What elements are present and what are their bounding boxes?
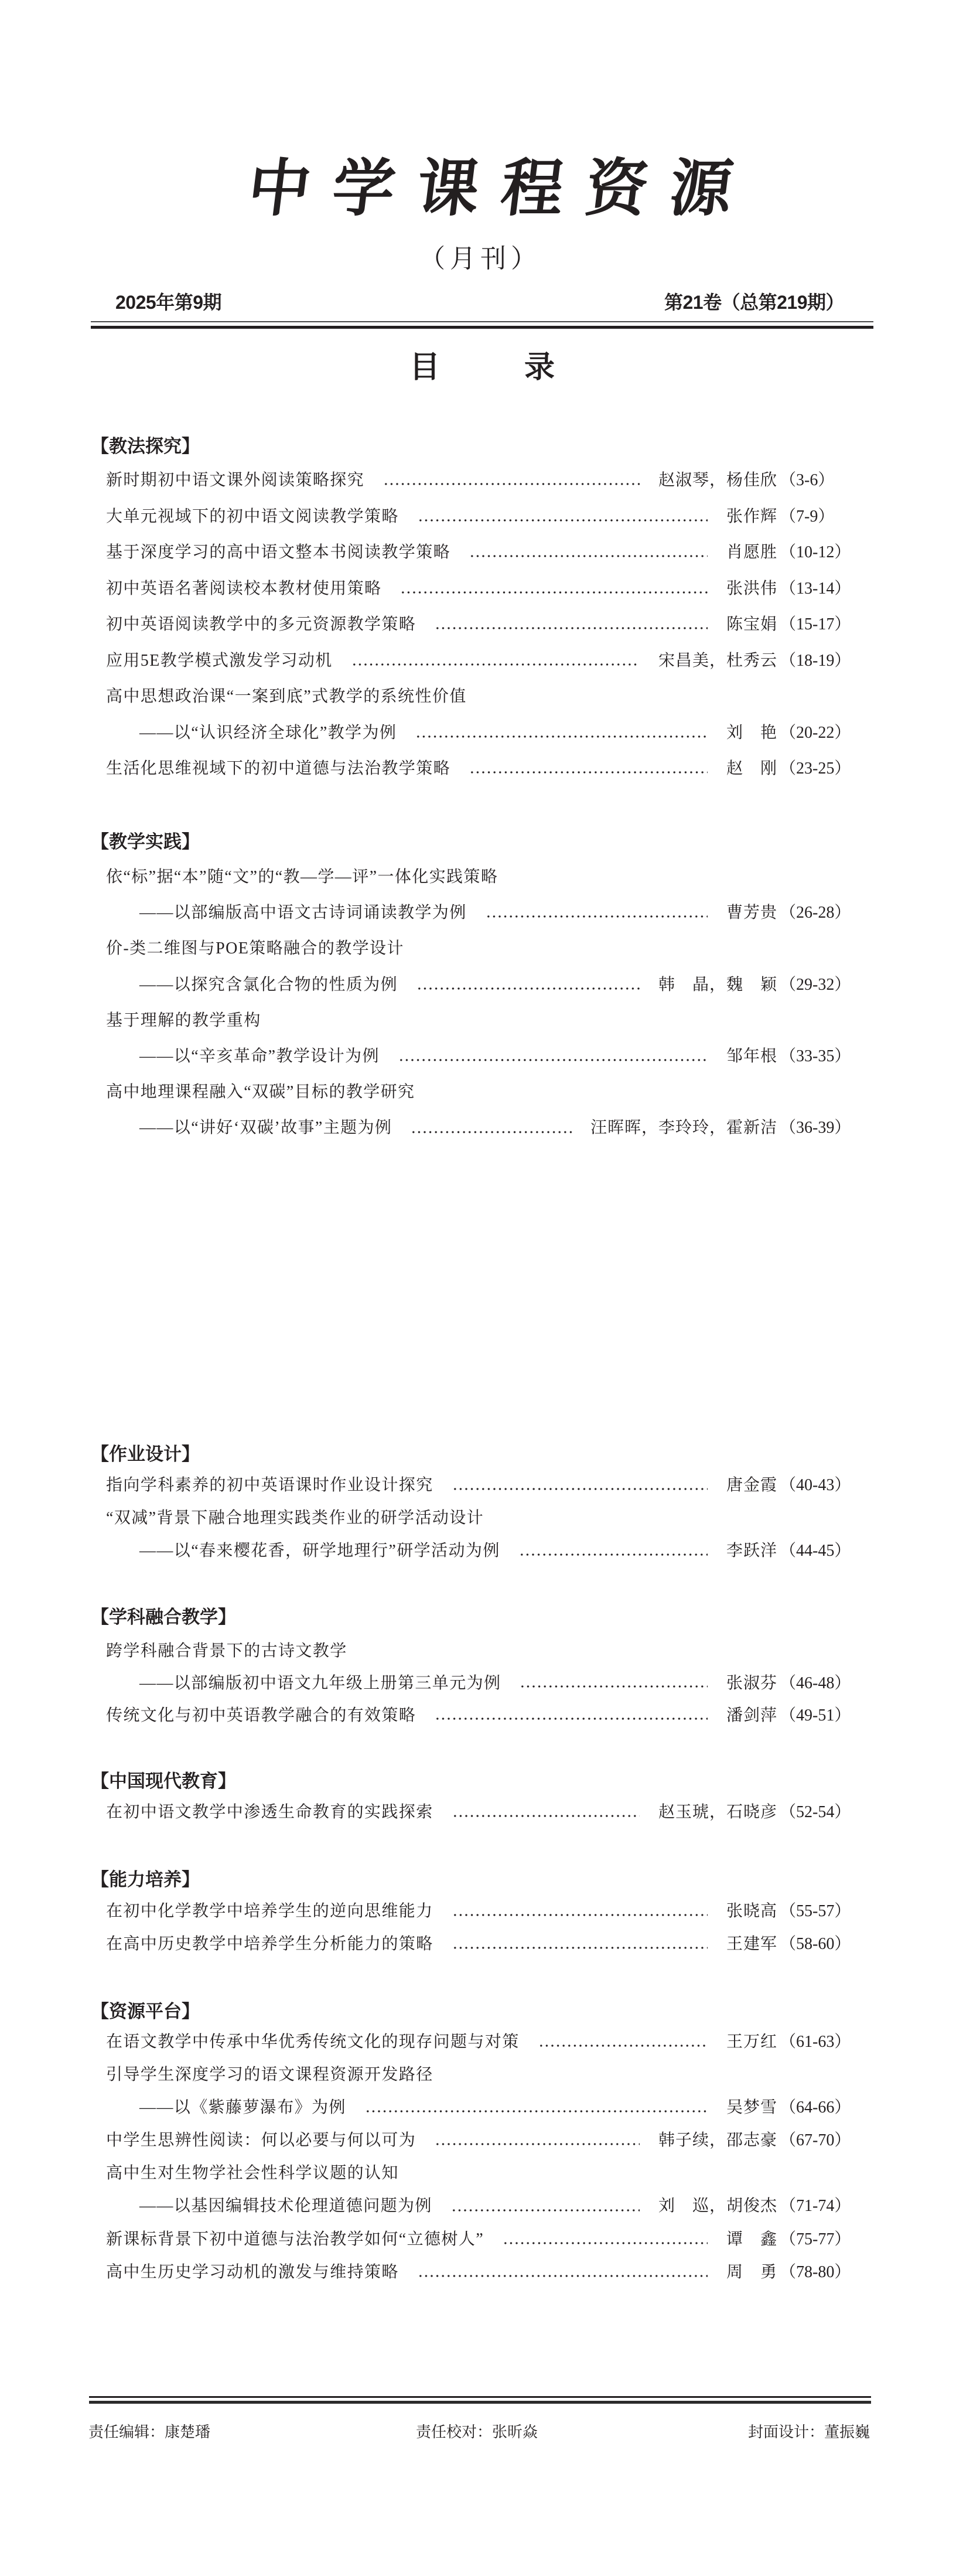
article-title: 初中英语名著阅读校本教材使用策略 (106, 579, 382, 598)
article-authors: 刘 巡，胡俊杰 (658, 2197, 777, 2216)
section-heading: 【能力培养】 (91, 1869, 200, 1890)
toc-entry-title-line (106, 2157, 850, 2190)
dot-leader (416, 967, 640, 1003)
article-title: 高中思想政治课“一案到底”式教学的系统性价值 (106, 687, 467, 706)
article-authors: 张淑芬 (726, 1674, 777, 1692)
article-title: 大单元视域下的初中语文阅读教学策略 (106, 507, 399, 526)
page-range: （33-35） (780, 1047, 851, 1065)
toc-entry (106, 2026, 850, 2059)
page-range: （58-60） (780, 1935, 851, 1953)
page-range: （78-80） (780, 2262, 851, 2281)
article-title: 高中地理课程融入“双碳”目标的教学研究 (106, 1083, 415, 1102)
toc-entry (106, 571, 850, 607)
dot-leader (435, 1699, 708, 1732)
article-authors: 吴梦雪 (726, 2098, 777, 2117)
page-range: （36-39） (780, 1119, 851, 1137)
dot-leader (415, 715, 708, 751)
dot-leader (538, 2026, 708, 2059)
footer-cover-design (748, 2422, 870, 2442)
footer-editor-label: 责任编辑： (88, 2423, 165, 2441)
article-authors: 赵 刚 (726, 759, 777, 778)
page-range: （20-22） (780, 723, 851, 742)
page-range: （29-32） (780, 975, 851, 994)
toc-entry (106, 1928, 850, 1961)
article-title: 中学生思辨性阅读：何以必要与何以可为 (106, 2131, 416, 2150)
article-authors: 刘 艳 (726, 723, 777, 742)
article-title: 高中生历史学习动机的激发与维持策略 (106, 2262, 399, 2281)
dot-leader (383, 462, 640, 499)
section-heading: 【学科融合教学】 (91, 1607, 236, 1627)
article-title: 依“标”据“本”随“文”的“教—学—评”一体化实践策略 (106, 868, 499, 886)
section-entries (106, 1635, 850, 1732)
article-title: 传统文化与初中英语教学融合的有效策略 (106, 1706, 416, 1725)
section-heading: 【作业设计】 (91, 1444, 200, 1464)
page-range: （67-70） (780, 2131, 851, 2150)
section-heading: 【教学实践】 (91, 832, 200, 852)
page-range: （49-51） (780, 1706, 851, 1725)
toc-entry-subtitle (106, 1535, 850, 1568)
toc-entry (106, 2124, 850, 2157)
toc-entry-subtitle (106, 2091, 850, 2124)
toc-heading: 目录 (409, 350, 640, 384)
toc-entry-title-line (106, 1003, 850, 1038)
toc-entry (106, 1469, 850, 1502)
dot-leader (365, 2091, 708, 2124)
page-range: （40-43） (780, 1476, 851, 1494)
article-title: 在高中历史教学中培养学生分析能力的策略 (106, 1935, 433, 1953)
dot-leader (469, 751, 708, 787)
article-authors: 谭 鑫 (726, 2230, 777, 2248)
toc-entry-title-line (106, 2059, 850, 2091)
article-authors: 李跃洋 (726, 1542, 777, 1560)
issue-number: 2025年第9期 (115, 292, 221, 313)
page-range: （18-19） (780, 651, 851, 670)
dot-leader (411, 1110, 572, 1146)
dot-leader (452, 1796, 640, 1829)
article-subtitle: ——以基因编辑技术伦理道德问题为例 (139, 2197, 432, 2216)
toc-entry-title-line (106, 859, 850, 895)
toc-entry-title-line (106, 1635, 850, 1667)
toc-entry-subtitle (106, 1667, 850, 1699)
dot-leader (486, 895, 708, 931)
dot-leader (351, 643, 640, 679)
section-entries (106, 859, 850, 1146)
article-title: 新课标背景下初中道德与法治教学如何“立德树人” (106, 2230, 484, 2248)
article-title: 在初中化学教学中培养学生的逆向思维能力 (106, 1902, 433, 1920)
toc-entry (106, 462, 850, 499)
page-range: （26-28） (780, 904, 851, 922)
dot-leader (469, 534, 708, 571)
page-range: （61-63） (780, 2033, 851, 2051)
article-authors: 韩 晶，魏 颖 (658, 975, 777, 994)
footer-cover-design-name: 董振巍 (824, 2423, 870, 2441)
page-range: （15-17） (780, 615, 851, 633)
footer-editor (88, 2422, 210, 2442)
article-title: 高中生对生物学社会性科学议题的认知 (106, 2164, 399, 2183)
header-rule-thick (91, 326, 873, 329)
toc-entry (106, 534, 850, 571)
article-authors: 陈宝娟 (726, 615, 777, 633)
dot-leader (418, 499, 708, 535)
section-entries (106, 2026, 850, 2289)
toc-entry (106, 2223, 850, 2256)
article-authors: 唐金霞 (726, 1476, 777, 1494)
footer-proofreader (416, 2422, 538, 2442)
toc-entry (106, 1699, 850, 1732)
page-range: （7-9） (780, 507, 835, 526)
article-subtitle: ——以探究含氯化合物的性质为例 (139, 975, 398, 994)
article-authors: 王万红 (726, 2033, 777, 2051)
toc-entry (106, 1895, 850, 1928)
toc-entry-title-line (106, 1074, 850, 1110)
page-range: （64-66） (780, 2098, 851, 2117)
page-range: （44-45） (780, 1542, 851, 1560)
footer-proofreader-name: 张昕焱 (492, 2423, 538, 2441)
toc-entry-subtitle (106, 2190, 850, 2223)
section-heading: 【资源平台】 (91, 2001, 200, 2022)
dot-leader (435, 2124, 640, 2157)
article-subtitle: ——以部编版初中语文九年级上册第三单元为例 (139, 1674, 501, 1692)
article-authors: 赵玉琥，石晓彦 (658, 1803, 777, 1821)
page-range: （46-48） (780, 1674, 851, 1692)
article-subtitle: ——以《紫藤萝瀑布》为例 (139, 2098, 346, 2117)
toc-entry-title-line (106, 1502, 850, 1535)
toc-entry (106, 751, 850, 787)
article-authors: 张晓高 (726, 1902, 777, 1920)
article-authors: 肖愿胜 (726, 543, 777, 561)
page-range: （23-25） (780, 759, 851, 778)
toc-entry-subtitle (106, 967, 850, 1003)
section-heading: 【中国现代教育】 (91, 1771, 236, 1791)
toc-entry-subtitle (106, 895, 850, 931)
toc-entry (106, 606, 850, 643)
footer-editor-name: 康楚璠 (165, 2423, 211, 2441)
article-title: 在初中语文教学中渗透生命教育的实践探索 (106, 1803, 433, 1821)
page-range: （75-77） (780, 2230, 851, 2248)
article-authors: 张作辉 (726, 507, 777, 526)
toc-entry (106, 1796, 850, 1829)
article-authors: 宋昌美，杜秀云 (658, 651, 777, 670)
article-subtitle: ——以“认识经济全球化”教学为例 (139, 723, 397, 742)
dot-leader (451, 2190, 640, 2223)
article-authors: 邹年根 (726, 1047, 777, 1065)
article-title: 基于深度学习的高中语文整本书阅读教学策略 (106, 543, 451, 561)
article-title: “双减”背景下融合地理实践类作业的研学活动设计 (106, 1509, 484, 1527)
toc-entry (106, 643, 850, 679)
article-subtitle: ——以“讲好‘双碳’故事”主题为例 (139, 1119, 392, 1137)
article-authors: 韩子续，邵志豪 (658, 2131, 777, 2150)
toc-entry (106, 499, 850, 535)
dot-leader (503, 2223, 708, 2256)
article-authors: 汪晖晖，李玲玲，霍新洁 (590, 1119, 777, 1137)
footer-rule-thin (89, 2396, 871, 2398)
article-authors: 赵淑琴，杨佳欣 (658, 471, 777, 489)
section-heading: 【教法探究】 (91, 436, 200, 456)
toc-entry-title-line (106, 931, 850, 966)
article-authors: 王建军 (726, 1935, 777, 1953)
footer-rule-thick (89, 2401, 871, 2404)
article-title: 新时期初中语文课外阅读策略探究 (106, 471, 365, 489)
toc-entry-title-line (106, 679, 850, 715)
journal-frequency: （月刊） (419, 244, 541, 273)
toc-entry (106, 2256, 850, 2289)
section-entries (106, 1796, 850, 1829)
journal-title: 中学课程资源 (244, 151, 759, 224)
dot-leader (452, 1469, 708, 1502)
dot-leader (398, 1038, 708, 1074)
dot-leader (435, 606, 708, 643)
toc-entry-subtitle (106, 1038, 850, 1074)
article-authors: 周 勇 (726, 2262, 777, 2281)
article-title: 基于理解的教学重构 (106, 1011, 261, 1030)
article-authors: 张洪伟 (726, 579, 777, 598)
toc-entry-subtitle (106, 715, 850, 751)
article-title: 应用5E教学模式激发学习动机 (106, 651, 333, 670)
header-rule-thin (91, 321, 873, 322)
article-subtitle: ——以部编版高中语文古诗词诵读教学为例 (139, 904, 467, 922)
article-subtitle: ——以“辛亥革命”教学设计为例 (139, 1047, 380, 1065)
dot-leader (400, 571, 708, 607)
dot-leader (452, 1895, 708, 1928)
toc-entry-subtitle (106, 1110, 850, 1146)
article-authors: 潘剑萍 (726, 1706, 777, 1725)
article-title: 生活化思维视域下的初中道德与法治教学策略 (106, 759, 451, 778)
dot-leader (519, 1535, 708, 1568)
page-range: （10-12） (780, 543, 851, 561)
section-entries (106, 462, 850, 787)
article-title: 指向学科素养的初中英语课时作业设计探究 (106, 1476, 433, 1494)
page-range: （52-54） (780, 1803, 851, 1821)
volume-number: 第21卷（总第219期） (664, 292, 844, 313)
section-entries (106, 1895, 850, 1961)
article-title: 在语文教学中传承中华优秀传统文化的现存问题与对策 (106, 2033, 520, 2051)
footer-cover-design-label: 封面设计： (747, 2423, 824, 2441)
article-subtitle: ——以“春来樱花香，研学地理行”研学活动为例 (139, 1542, 500, 1560)
section-entries (106, 1469, 850, 1568)
page-range: （13-14） (780, 579, 851, 598)
article-authors: 曹芳贵 (726, 904, 777, 922)
article-title: 引导学生深度学习的语文课程资源开发路径 (106, 2066, 433, 2084)
dot-leader (520, 1667, 708, 1699)
dot-leader (452, 1928, 708, 1961)
footer-proofreader-label: 责任校对： (416, 2423, 493, 2441)
page-range: （55-57） (780, 1902, 851, 1920)
article-title: 跨学科融合背景下的古诗文教学 (106, 1641, 347, 1660)
article-title: 初中英语阅读教学中的多元资源教学策略 (106, 615, 416, 633)
page-range: （3-6） (780, 471, 835, 489)
dot-leader (418, 2256, 708, 2289)
page-range: （71-74） (780, 2197, 851, 2216)
article-title: 价-类二维图与POE策略融合的教学设计 (106, 939, 404, 958)
